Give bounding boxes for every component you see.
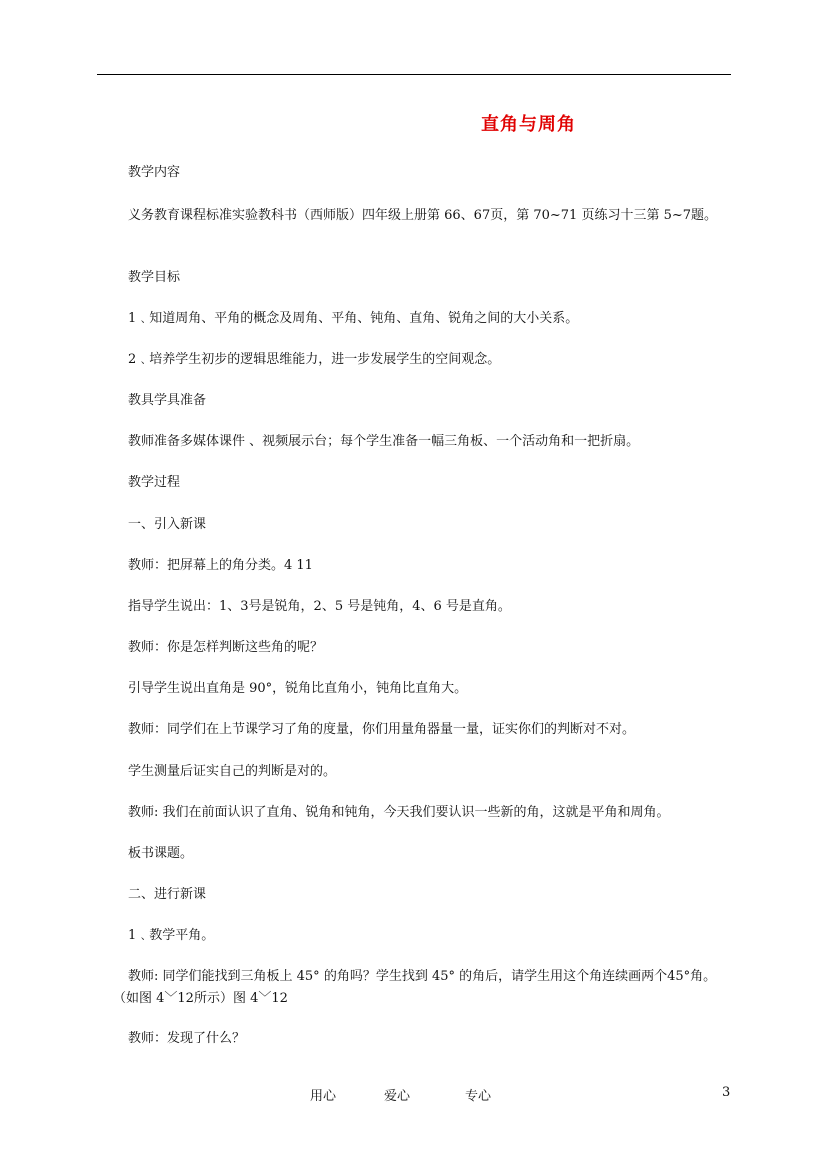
footer-item: 专心 bbox=[465, 1089, 492, 1104]
section-heading: 教具学具准备 bbox=[128, 393, 207, 408]
paragraph: 2﹑培养学生初步的逻辑思维能力，进一步发展学生的空间观念。 bbox=[128, 352, 501, 367]
paragraph: 教师: 同学们能找到三角板上 45° 的角吗？学生找到 45° 的角后，请学生用这个角连续画两个45°角。（如图 4﹀12所示）图 4﹀12 bbox=[113, 969, 717, 1006]
paragraph: 教师：你是怎样判断这些角的呢？ bbox=[128, 640, 324, 655]
page-number: 3 bbox=[722, 1085, 731, 1100]
paragraph: 义务教育课程标准实验教科书（西师版）四年级上册第 66、67页，第 70~71 页练习十三第 5~7题。 bbox=[128, 208, 718, 223]
paragraph: 学生测量后证实自己的判断是对的。 bbox=[128, 764, 337, 779]
paragraph: 教师: 我们在前面认识了直角、锐角和钝角，今天我们要认识一些新的角，这就是平角和周角。 bbox=[128, 805, 670, 820]
section-heading: 教学过程 bbox=[128, 475, 181, 490]
paragraph: 教师：同学们在上节课学习了角的度量，你们用量角器量一量，证实你们的判断对不对。 bbox=[128, 722, 636, 737]
section-heading: 一、引入新课 bbox=[128, 517, 207, 532]
paragraph: 教师：发现了什么？ bbox=[128, 1031, 246, 1046]
section-heading: 教学目标 bbox=[128, 270, 181, 285]
paragraph: 教师：把屏幕上的角分类。4 11 bbox=[128, 558, 313, 573]
footer-item: 爱心 bbox=[384, 1089, 411, 1104]
page-title: 直角与周角 bbox=[481, 114, 576, 135]
paragraph: 板书课题。 bbox=[128, 846, 194, 861]
paragraph: 1﹑知道周角、平角的概念及周角、平角、钝角、直角、锐角之间的大小关系。 bbox=[128, 311, 579, 326]
header-rule bbox=[97, 74, 731, 75]
paragraph: 1﹑教学平角。 bbox=[128, 928, 215, 943]
section-heading: 教学内容 bbox=[128, 165, 181, 180]
paragraph: 教师准备多媒体课件 、视频展示台；每个学生准备一幅三角板、一个活动角和一把折扇。 bbox=[128, 434, 640, 449]
footer-item: 用心 bbox=[310, 1089, 337, 1104]
paragraph: 引导学生说出直角是 90°，锐角比直角小，钝角比直角大。 bbox=[128, 681, 468, 696]
paragraph: 指导学生说出：1、3号是锐角，2、5 号是钝角，4、6 号是直角。 bbox=[128, 599, 511, 614]
section-heading: 二、进行新课 bbox=[128, 887, 207, 902]
